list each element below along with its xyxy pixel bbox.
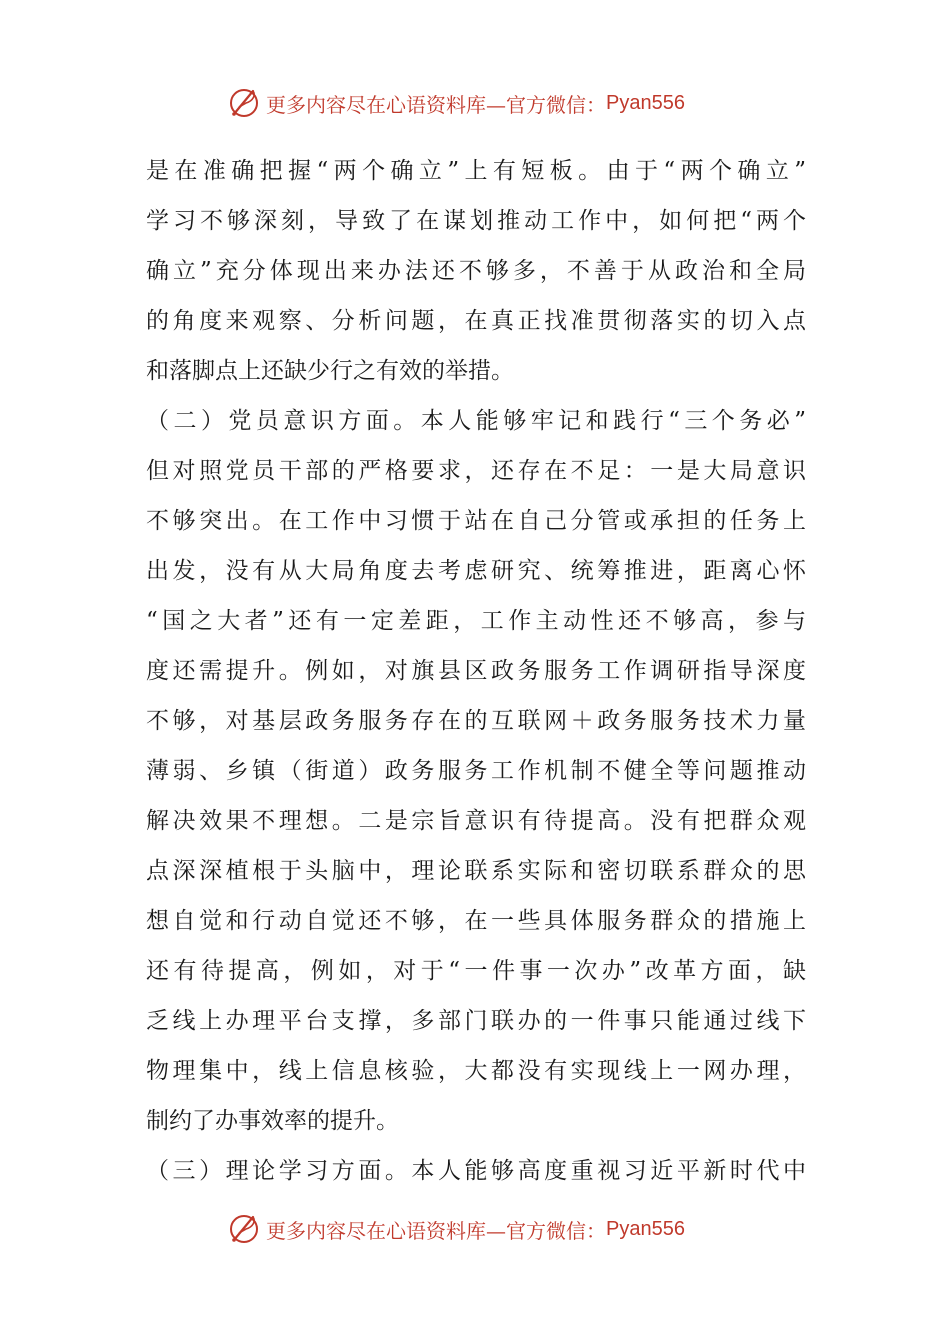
document-body <box>146 146 806 1196</box>
text-line: 物理集中，线上信息核验，大都没有实现线上一网办理， <box>146 1058 806 1084</box>
text-line: （三）理论学习方面。本人能够高度重视习近平新时代中 <box>146 1158 806 1184</box>
banner-text: 更多内容尽在心语资料库—官方微信： <box>266 92 606 117</box>
banner-text: 更多内容尽在心语资料库—官方微信： <box>266 1218 606 1243</box>
text-line: 和落脚点上还缺少行之有效的举措。 <box>146 358 514 384</box>
text-line: 是在准确把握“两个确立”上有短板。由于“两个确立” <box>146 158 806 184</box>
text-line: 乏线上办理平台支撑，多部门联办的一件事只能通过线下 <box>146 1008 806 1034</box>
text-line: “国之大者”还有一定差距，工作主动性还不够高，参与 <box>146 608 806 634</box>
text-line: 制约了办事效率的提升。 <box>146 1108 399 1134</box>
quill-pen-circle-icon <box>226 1211 262 1247</box>
header-banner <box>226 83 746 123</box>
text-line: 还有待提高，例如，对于“一件事一次办”改革方面，缺 <box>146 958 806 984</box>
text-line: 度还需提升。例如，对旗县区政务服务工作调研指导深度 <box>146 658 806 684</box>
text-line: 确立”充分体现出来办法还不够多，不善于从政治和全局 <box>146 258 806 284</box>
text-line: 想自觉和行动自觉还不够，在一些具体服务群众的措施上 <box>146 908 806 934</box>
text-line: 薄弱、乡镇（街道）政务服务工作机制不健全等问题推动 <box>146 758 806 784</box>
banner-wechat-id: Pyan556 <box>606 91 685 114</box>
text-line: 出发，没有从大局角度去考虑研究、统筹推进，距离心怀 <box>146 558 806 584</box>
text-line: 但对照党员干部的严格要求，还存在不足：一是大局意识 <box>146 458 806 484</box>
banner-wechat-id: Pyan556 <box>606 1217 685 1240</box>
text-line: 的角度来观察、分析问题，在真正找准贯彻落实的切入点 <box>146 308 806 334</box>
text-line: 学习不够深刻，导致了在谋划推动工作中，如何把“两个 <box>146 208 806 234</box>
text-line: 解决效果不理想。二是宗旨意识有待提高。没有把群众观 <box>146 808 806 834</box>
text-line: （二）党员意识方面。本人能够牢记和践行“三个务必” <box>146 408 806 434</box>
text-line: 不够，对基层政务服务存在的互联网＋政务服务技术力量 <box>146 708 806 734</box>
footer-banner <box>226 1209 746 1249</box>
quill-pen-circle-icon <box>226 85 262 121</box>
text-line: 点深深植根于头脑中，理论联系实际和密切联系群众的思 <box>146 858 806 884</box>
text-line: 不够突出。在工作中习惯于站在自己分管或承担的任务上 <box>146 508 806 534</box>
